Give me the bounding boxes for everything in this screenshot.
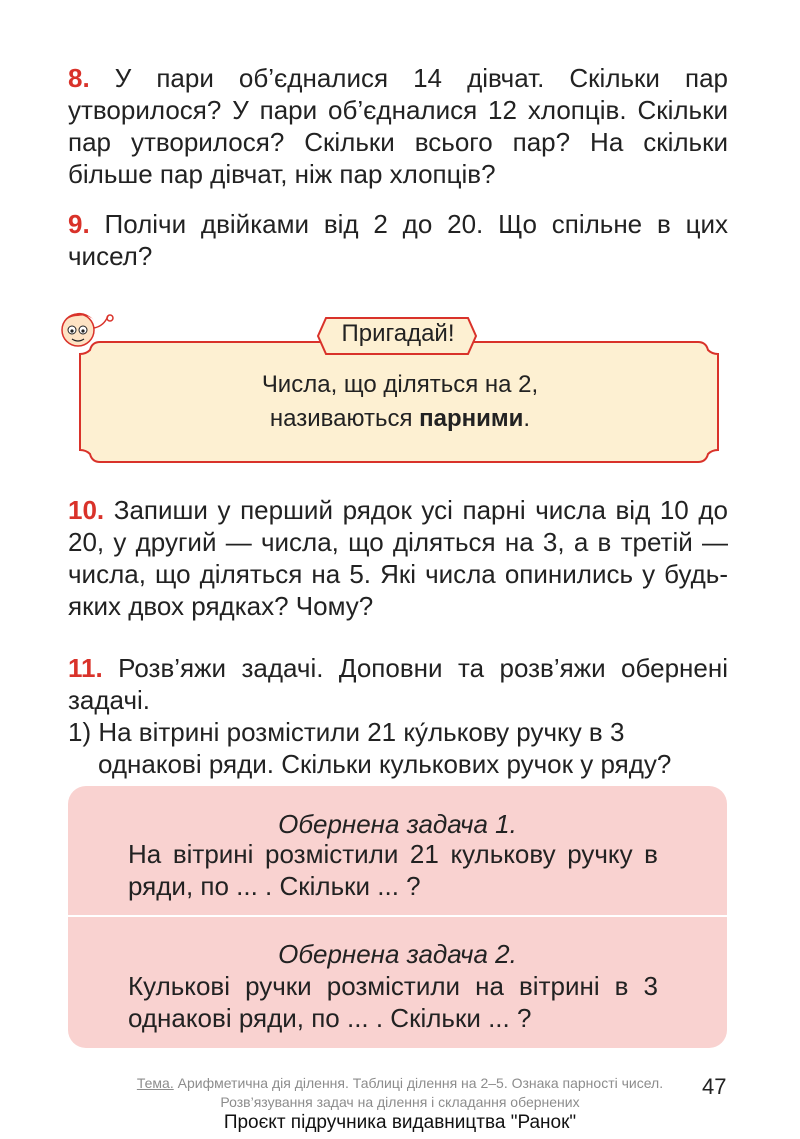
remember-text xyxy=(100,368,700,436)
exercise-11-text: Розв’яжи задачі. Доповни та розв’яжи обернені задачі. xyxy=(68,653,728,715)
exercise-8-number: 8. xyxy=(68,63,90,93)
footer-project: Проєкт підручника видавництва "Ранок" xyxy=(223,1112,577,1133)
remember-term: парними xyxy=(419,405,524,432)
remember-line-1: Числа, що діляться на 2, xyxy=(261,371,539,398)
inverse-task-2-title: Обернена задача 2. xyxy=(278,939,517,969)
exercise-9 xyxy=(68,208,728,272)
remember-title: Пригадай! xyxy=(341,320,455,347)
exercise-11 xyxy=(68,652,728,716)
footer-topic-label: Тема. xyxy=(136,1075,174,1091)
exercise-9-number: 9. xyxy=(68,209,90,239)
remember-line-2-end: . xyxy=(523,405,531,432)
exercise-9-text: Полічи двійками від 2 до 20. Що спільне в цих чисел? xyxy=(68,209,728,271)
exercise-10-text: Запиши у перший рядок усі парні числа від 10 до 20, у другий — числа, що діляться на 3, а в третій — числа, що діляться на 5. Які числа опинились у будь-яких двох рядках? Чому? xyxy=(68,495,728,621)
exercise-10-number: 10. xyxy=(68,495,105,525)
inverse-tasks-divider xyxy=(68,915,727,917)
exercise-8-text: У пари об’єдналися 14 дівчат. Скільки пар утворилося? У пари об’єдналися 12 хлопців. Скільки пар утворилося? Скільки всього пар? На скільки більше пар дівчат, ніж пар хлопців? xyxy=(68,63,728,189)
exercise-10 xyxy=(68,494,728,622)
footer-topic-text: Арифметична дія ділення. Таблиці ділення на 2–5. Ознака парності чисел. Розв’язування задач на ділення і складання обернених xyxy=(177,1075,664,1110)
exercise-11-item-1: 1) На вітрині розмістили 21 ку́лькову ручку в 3 однакові ряди. Скільки кулькових ручок у ряду? xyxy=(68,717,672,779)
inverse-task-1-text: На вітрині розмістили 21 кулькову ручку в ряди, по ... . Скільки ... ? xyxy=(128,839,658,901)
remember-line-2 xyxy=(100,402,700,436)
exercise-11-number: 11. xyxy=(68,653,103,683)
remember-line-2-start: називаються xyxy=(269,405,413,432)
inverse-task-1-title: Обернена задача 1. xyxy=(278,809,517,839)
exercise-8 xyxy=(68,62,728,190)
inverse-tasks-box xyxy=(68,786,727,1048)
inverse-task-2-text: Кулькові ручки розмістили на вітрині в 3 однакові ряди, по ... . Скільки ... ? xyxy=(128,971,658,1033)
footer-topic xyxy=(120,1074,680,1112)
page-number: 47 xyxy=(702,1074,727,1099)
